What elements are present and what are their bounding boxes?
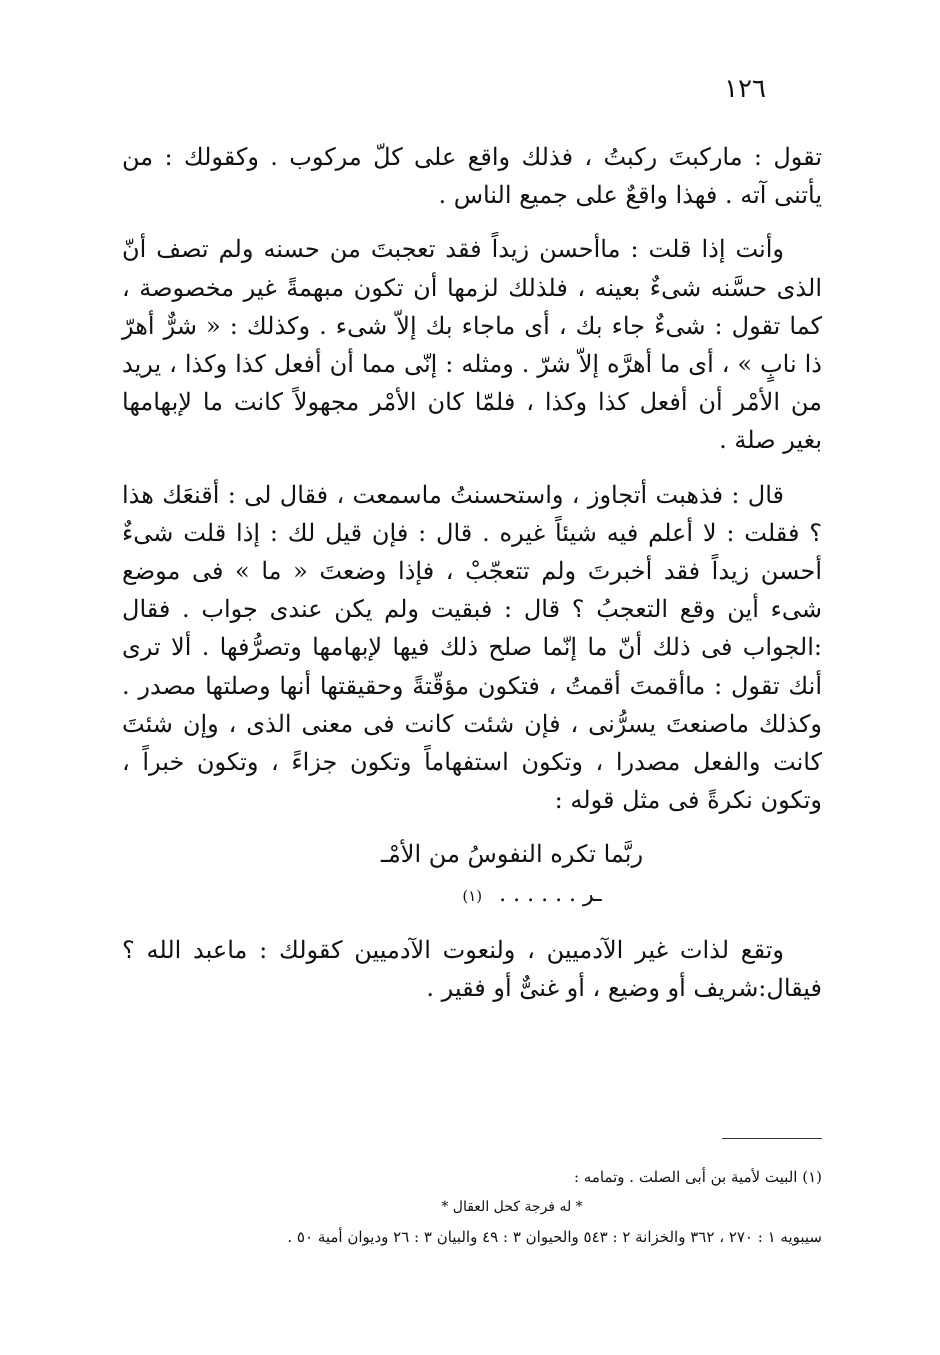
verse-continuation-text: ـر . . . . . . <box>499 881 602 907</box>
footnote-line-3: سيبويه ١ : ٢٧٠ ، ٣٦٢ والخزانة ٢ : ٥٤٣ والحيوان ٣ : ٤٩ والبيان ٣ : ٢٦ وديوان أمية ٥٠ . <box>287 1228 822 1246</box>
footnote-divider <box>722 1138 822 1139</box>
verse-continuation <box>122 876 822 915</box>
footnote-line-2: * له فرجة كحل العقال * <box>441 1199 583 1215</box>
footnote-line-1: (١) البيت لأمية بن أبى الصلت . وتمامه : <box>573 1168 822 1186</box>
body-text <box>122 138 822 1023</box>
paragraph-1: تقول : ماركبتَ ركبتُ ، فذلك واقع على كلّ مركوب . وكقولك : من يأتنى آته . فهذا واقعٌ على جميع الناس . <box>122 143 822 210</box>
footnotes <box>122 1160 822 1254</box>
paragraph-3: قال : فذهبت أتجاوز ، واستحسنتُ ماسمعت ، فقال لى : أقنعَك هذا ؟ فقلت : لا أعلم فيه شيئاً غيره . قال : فإن قيل لك : إذا قلت شىءٌ أحسن زيداً فقد أخبرتَ ولم تتعجّبْ ، فإذا وضعتَ « ما » فى موضع شىء أين وقع التعجبُ ؟ قال : فبقيت ولم يكن عندى جواب . فقال :الجواب فى ذلك أنّ ما إنّما صلح ذلك فيها لإبهامها وتصرُّفها . ألا ترى أنك تقول : ماأقمتَ أقمتُ ، فتكون مؤقّتةً وحقيقتها أنها وصلتها مصدر . وكذلك ماصنعتَ يسرُّنى ، فإن شئت كانت فى معنى الذى ، وإن شئتَ كانت والفعل مصدرا ، وتكون استفهاماً وتكون جزاءً ، وتكون خبراً ، وتكون نكرةً فى مثل قوله : <box>122 480 822 815</box>
closing-paragraph: وتقع لذات غير الآدميين ، ولنعوت الآدميين كقولك : ماعبد الله ؟ فيقال:شريف أو وضيع ، أو غنىٌّ أو فقير . <box>122 935 822 1003</box>
page-number: ١٢٦ <box>724 74 766 104</box>
verse-line: ربَّما تكره النفوسُ من الأمْـ <box>380 840 644 869</box>
paragraph-2: وأنت إذا قلت : ماأحسن زيداً فقد تعجبتَ من حسنه ولم تصف أنّ الذى حسَّنه شىءٌ بعينه ، فلذلك لزمها أن تكون مبهمةً غير مخصوصة ، كما تقول : شىءٌ جاء بك ، أى ماجاء بك إلاّ شىء . وكذلك : « شرٌّ أهرّ ذا نابٍ » ، أى ما أهرَّه إلاّ شرّ . ومثله : إنّى مما أن أفعل كذا وكذا ، يريد من الأمْر أن أفعل كذا وكذا ، فلمّا كان الأمْر مجهولاً كانت ما لإبهامها بغير صلة . <box>122 235 822 455</box>
footnote-reference: (١) <box>462 886 483 905</box>
